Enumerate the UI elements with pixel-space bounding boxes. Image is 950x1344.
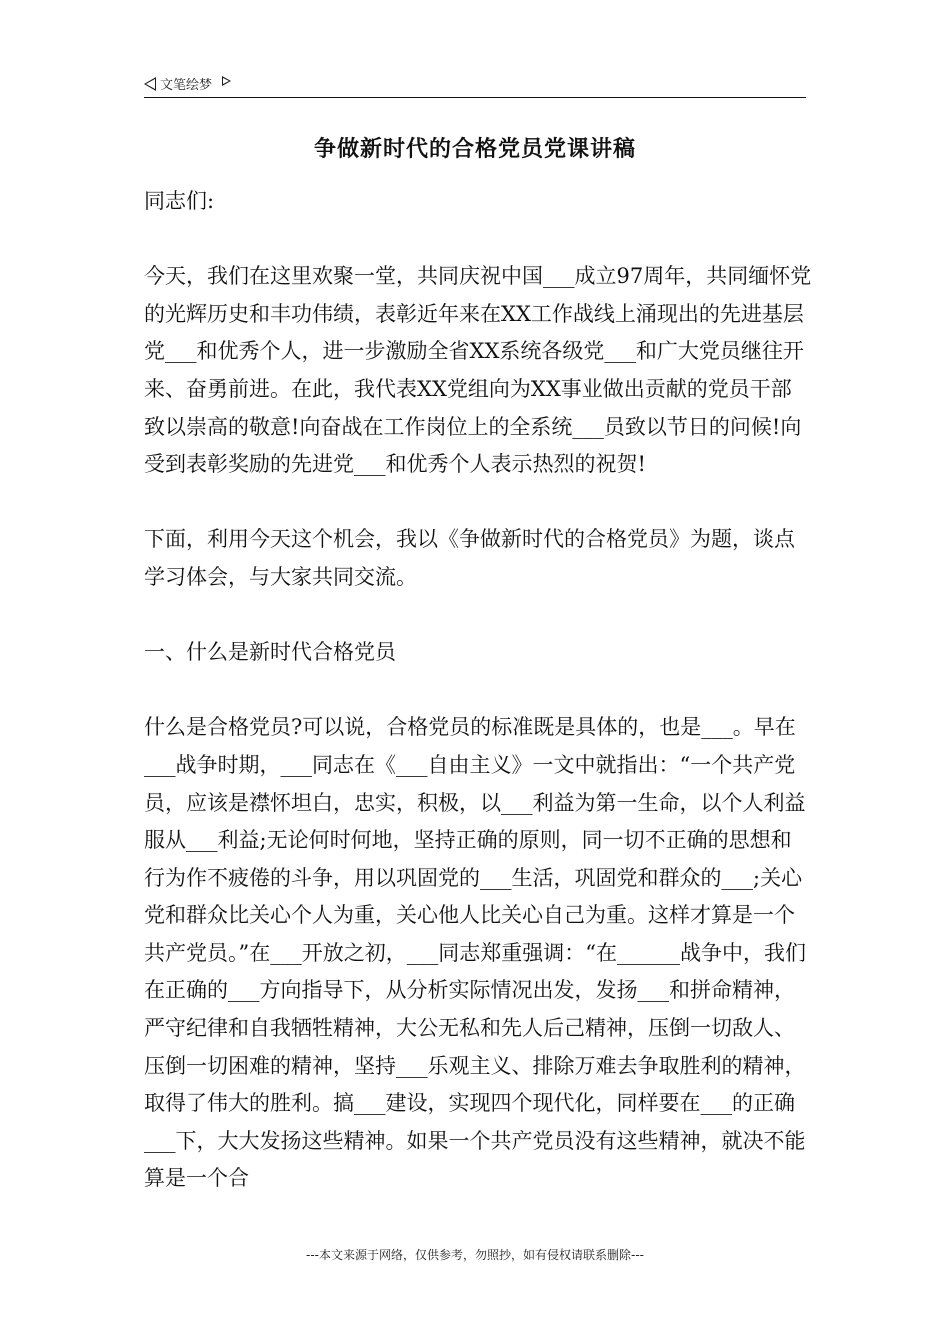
brand-mark [144, 74, 231, 93]
header-divider [144, 97, 806, 98]
brand-text: 文笔绘梦 [160, 78, 213, 93]
document-title: 争做新时代的合格党员党课讲稿 [313, 137, 636, 162]
salutation: 同志们: [144, 189, 215, 213]
section-heading: 一、什么是新时代合格党员 [144, 640, 396, 665]
paragraph-topic: 下面，利用今天这个机会，我以《争做新时代的合格党员》为题，谈点学习体会，与大家共同交流。 [144, 527, 795, 589]
triangle-left-icon [144, 77, 156, 91]
paragraph-definition: 什么是合格党员?可以说，合格党员的标准既是具体的，也是___。早在___战争时期，___同志在《___自由主义》一文中就指出：“一个共产党员，应该是襟怀坦白，忠实，积极，以___利益为第一生命，以个人利益服从___利益;无论何时何地，坚持正确的原则，同一切不正确的思想和行为作不疲倦的斗争，用以巩固党的___生活，巩固党和群众的___;关心党和群众比关心个人为重，关心他人比关心自己为重。这样才算是一个共产党员。”在___开放之初，___同志郑重强调：“在______战争中，我们在正确的___方向指导下，从分析实际情况出发，发扬___和拼命精神，严守纪律和自我牺牲精神，大公无私和先人后己精神，压倒一切敌人、压倒一切困难的精神，坚持___乐观主义、排除万难去争取胜利的精神，取得了伟大的胜利。搞___建设，实现四个现代化，同样要在___的正确___下，大大发扬这些精神。如果一个共产党员没有这些精神，就决不能算是一个合 [144, 715, 806, 1191]
document-body [144, 183, 812, 1198]
triangle-right-icon [222, 76, 231, 86]
paragraph-opening: 今天，我们在这里欢聚一堂，共同庆祝中国___成立97周年，共同缅怀党的光辉历史和丰功伟绩，表彰近年来在XX工作战线上涌现出的先进基层党___和优秀个人，进一步激励全省XX系统各级党___和广大党员继往开来、奋勇前进。在此，我代表XX党组向为XX事业做出贡献的党员干部致以崇高的敬意!向奋战在工作岗位上的全系统___员致以节日的问候!向受到表彰奖励的先进党___和优秀个人表示热烈的祝贺! [144, 264, 812, 477]
page-header [144, 74, 806, 98]
page-footer-disclaimer: ---本文来源于网络，仅供参考，勿照抄，如有侵权请联系删除--- [306, 1248, 644, 1262]
